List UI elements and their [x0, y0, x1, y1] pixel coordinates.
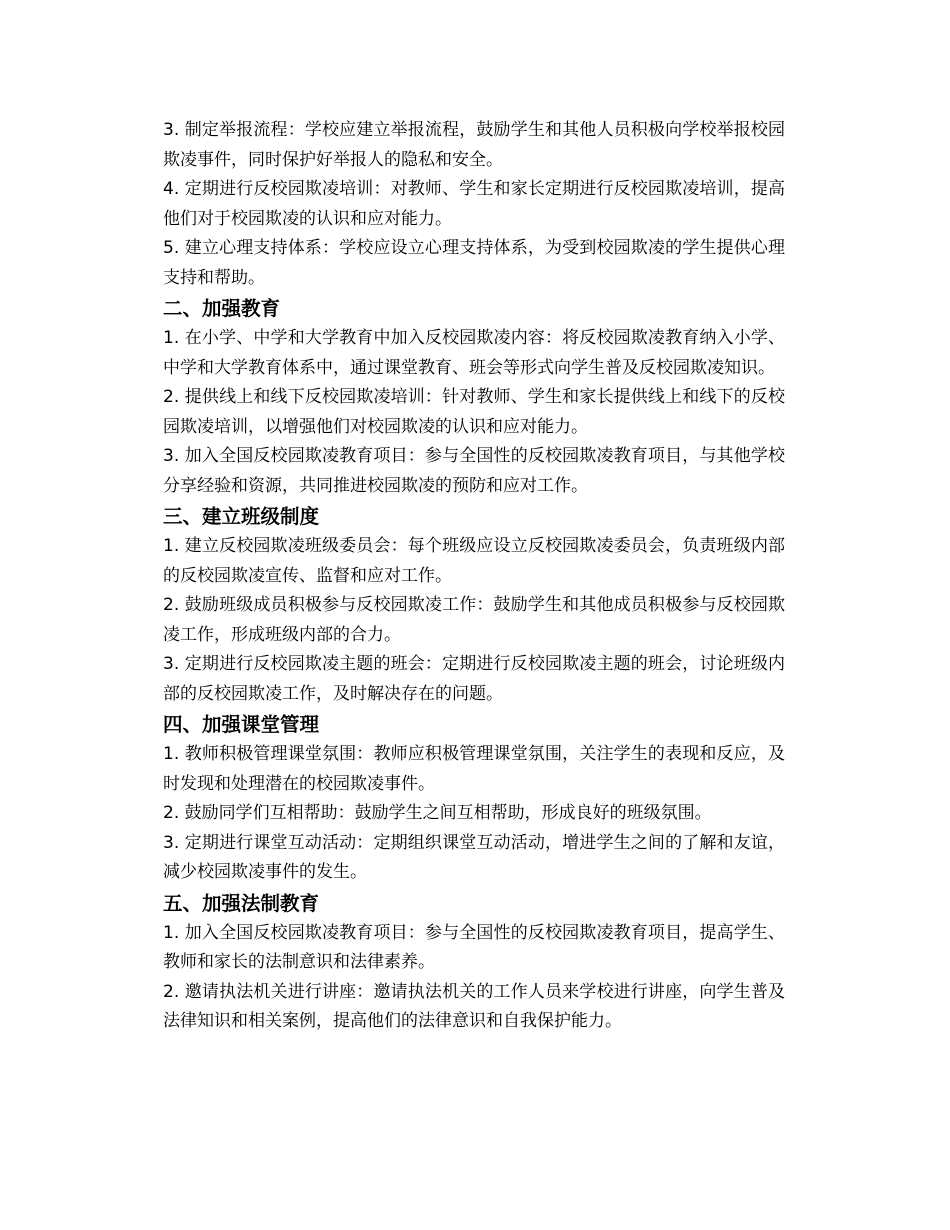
section-heading-education: 二、加强教育 — [163, 297, 281, 320]
paragraph-interactive-activities: 3. 定期进行课堂互动活动：定期组织课堂互动活动，增进学生之间的了解和友谊，减少校园欺凌事件的发生。 — [163, 832, 785, 882]
paragraph-report-procedure: 3. 制定举报流程：学校应建立举报流程，鼓励学生和其他人员积极向学校举报校园欺凌事件，同时保护好举报人的隐私和安全。 — [163, 120, 785, 170]
paragraph-periodic-training: 4. 定期进行反校园欺凌培训：对教师、学生和家长定期进行反校园欺凌培训，提高他们对于校园欺凌的认识和应对能力。 — [163, 179, 785, 229]
paragraph-mutual-help: 2. 鼓励同学们互相帮助：鼓励学生之间互相帮助，形成良好的班级氛围。 — [163, 803, 712, 823]
paragraph-law-lectures: 2. 邀请执法机关进行讲座：邀请执法机关的工作人员来学校进行讲座，向学生普及法律知识和相关案例，提高他们的法律意识和自我保护能力。 — [163, 981, 785, 1031]
paragraph-class-committee: 1. 建立反校园欺凌班级委员会：每个班级应设立反校园欺凌委员会，负责班级内部的反校园欺凌宣传、监督和应对工作。 — [163, 536, 785, 586]
section-heading-class-system: 三、建立班级制度 — [163, 505, 320, 528]
document-page — [163, 116, 785, 1037]
paragraph-teacher-management: 1. 教师积极管理课堂氛围：教师应积极管理课堂氛围，关注学生的表现和反应，及时发现和处理潜在的校园欺凌事件。 — [163, 744, 785, 794]
paragraph-psych-support: 5. 建立心理支持体系：学校应设立心理支持体系，为受到校园欺凌的学生提供心理支持和帮助。 — [163, 238, 785, 288]
paragraph-theme-meetings: 3. 定期进行反校园欺凌主题的班会：定期进行反校园欺凌主题的班会，讨论班级内部的反校园欺凌工作，及时解决存在的问题。 — [163, 654, 785, 704]
paragraph-national-program: 3. 加入全国反校园欺凌教育项目：参与全国性的反校园欺凌教育项目，与其他学校分享经验和资源，共同推进校园欺凌的预防和应对工作。 — [163, 446, 785, 496]
section-heading-classroom-management: 四、加强课堂管理 — [163, 713, 320, 736]
paragraph-online-offline-training: 2. 提供线上和线下反校园欺凌培训：针对教师、学生和家长提供线上和线下的反校园欺凌培训，以增强他们对校园欺凌的认识和应对能力。 — [163, 387, 785, 437]
paragraph-legal-program: 1. 加入全国反校园欺凌教育项目：参与全国性的反校园欺凌教育项目，提高学生、教师和家长的法制意识和法律素养。 — [163, 922, 785, 972]
section-heading-legal-education: 五、加强法制教育 — [163, 891, 320, 915]
paragraph-curriculum: 1. 在小学、中学和大学教育中加入反校园欺凌内容：将反校园欺凌教育纳入小学、中学和大学教育体系中，通过课堂教育、班会等形式向学生普及反校园欺凌知识。 — [163, 328, 785, 378]
paragraph-member-participation: 2. 鼓励班级成员积极参与反校园欺凌工作：鼓励学生和其他成员积极参与反校园欺凌工作，形成班级内部的合力。 — [163, 595, 785, 645]
